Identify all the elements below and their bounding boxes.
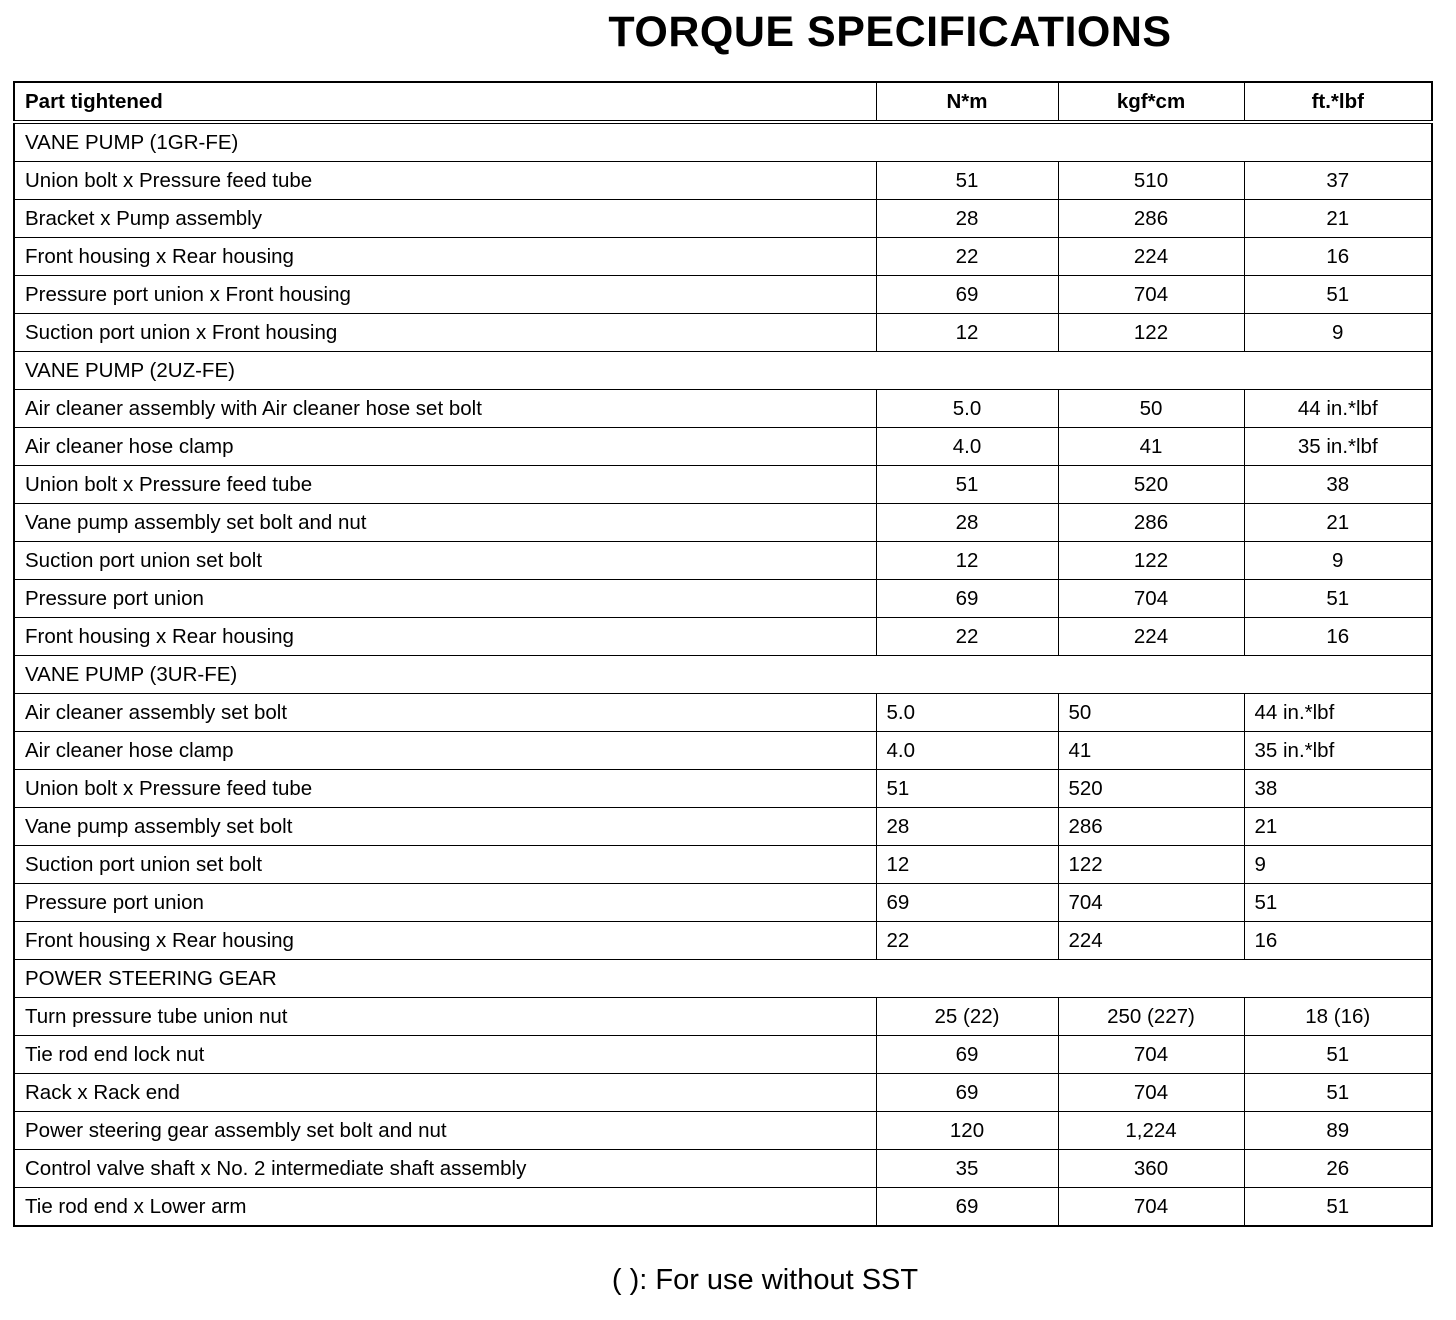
table-row xyxy=(14,998,1432,1036)
cell-kgf: 520 xyxy=(1058,770,1244,808)
table-row xyxy=(14,846,1432,884)
cell-kgf: 286 xyxy=(1058,504,1244,542)
section-row xyxy=(14,656,1432,694)
cell-ft: 16 xyxy=(1244,922,1432,960)
cell-part: Pressure port union xyxy=(14,580,876,618)
cell-part: Vane pump assembly set bolt and nut xyxy=(14,504,876,542)
section-title: VANE PUMP (3UR-FE) xyxy=(14,656,1432,694)
cell-ft: 51 xyxy=(1244,580,1432,618)
torque-spec-table xyxy=(13,81,1433,1227)
cell-nm: 25 (22) xyxy=(876,998,1058,1036)
cell-nm: 22 xyxy=(876,922,1058,960)
cell-kgf: 286 xyxy=(1058,808,1244,846)
cell-nm: 51 xyxy=(876,466,1058,504)
cell-ft: 9 xyxy=(1244,542,1432,580)
table-row xyxy=(14,732,1432,770)
cell-part: Air cleaner hose clamp xyxy=(14,428,876,466)
cell-ft: 37 xyxy=(1244,162,1432,200)
cell-ft: 89 xyxy=(1244,1112,1432,1150)
cell-kgf: 50 xyxy=(1058,694,1244,732)
cell-part: Air cleaner assembly set bolt xyxy=(14,694,876,732)
cell-part: Tie rod end lock nut xyxy=(14,1036,876,1074)
cell-nm: 28 xyxy=(876,504,1058,542)
table-row xyxy=(14,694,1432,732)
cell-nm: 35 xyxy=(876,1150,1058,1188)
cell-kgf: 704 xyxy=(1058,1074,1244,1112)
cell-kgf: 41 xyxy=(1058,732,1244,770)
cell-kgf: 122 xyxy=(1058,846,1244,884)
cell-part: Air cleaner assembly with Air cleaner hose set bolt xyxy=(14,390,876,428)
cell-kgf: 50 xyxy=(1058,390,1244,428)
column-header-part: Part tightened xyxy=(14,82,876,122)
cell-kgf: 704 xyxy=(1058,1036,1244,1074)
cell-kgf: 250 (227) xyxy=(1058,998,1244,1036)
cell-kgf: 704 xyxy=(1058,276,1244,314)
table-row xyxy=(14,390,1432,428)
cell-ft: 21 xyxy=(1244,808,1432,846)
cell-kgf: 224 xyxy=(1058,618,1244,656)
cell-nm: 120 xyxy=(876,1112,1058,1150)
table-header-row xyxy=(14,82,1432,122)
cell-part: Pressure port union x Front housing xyxy=(14,276,876,314)
cell-ft: 51 xyxy=(1244,1036,1432,1074)
cell-ft: 51 xyxy=(1244,1188,1432,1227)
cell-ft: 51 xyxy=(1244,884,1432,922)
section-row xyxy=(14,122,1432,162)
column-header-kgf: kgf*cm xyxy=(1058,82,1244,122)
cell-nm: 28 xyxy=(876,808,1058,846)
table-body xyxy=(14,122,1432,1226)
cell-part: Turn pressure tube union nut xyxy=(14,998,876,1036)
cell-nm: 5.0 xyxy=(876,390,1058,428)
footnote: ( ): For use without SST xyxy=(611,1264,919,1296)
cell-kgf: 224 xyxy=(1058,238,1244,276)
table-row xyxy=(14,1150,1432,1188)
cell-kgf: 122 xyxy=(1058,314,1244,352)
cell-ft: 18 (16) xyxy=(1244,998,1432,1036)
cell-ft: 44 in.*lbf xyxy=(1244,694,1432,732)
table-row xyxy=(14,1188,1432,1227)
table-row xyxy=(14,1112,1432,1150)
cell-nm: 69 xyxy=(876,1188,1058,1227)
cell-part: Pressure port union xyxy=(14,884,876,922)
cell-nm: 22 xyxy=(876,238,1058,276)
table-row xyxy=(14,314,1432,352)
table-row xyxy=(14,1036,1432,1074)
cell-part: Air cleaner hose clamp xyxy=(14,732,876,770)
cell-nm: 28 xyxy=(876,200,1058,238)
column-header-ft: ft.*lbf xyxy=(1244,82,1432,122)
table-row xyxy=(14,922,1432,960)
table-row xyxy=(14,1074,1432,1112)
table-row xyxy=(14,542,1432,580)
cell-ft: 9 xyxy=(1244,846,1432,884)
table-row xyxy=(14,770,1432,808)
table-row xyxy=(14,162,1432,200)
cell-nm: 69 xyxy=(876,1074,1058,1112)
cell-ft: 9 xyxy=(1244,314,1432,352)
cell-ft: 44 in.*lbf xyxy=(1244,390,1432,428)
cell-ft: 35 in.*lbf xyxy=(1244,428,1432,466)
cell-part: Vane pump assembly set bolt xyxy=(14,808,876,846)
cell-part: Union bolt x Pressure feed tube xyxy=(14,162,876,200)
cell-kgf: 41 xyxy=(1058,428,1244,466)
section-title: VANE PUMP (2UZ-FE) xyxy=(14,352,1432,390)
cell-nm: 69 xyxy=(876,276,1058,314)
cell-ft: 21 xyxy=(1244,504,1432,542)
table-row xyxy=(14,618,1432,656)
section-row xyxy=(14,352,1432,390)
section-title: VANE PUMP (1GR-FE) xyxy=(14,122,1432,162)
cell-ft: 51 xyxy=(1244,1074,1432,1112)
cell-kgf: 360 xyxy=(1058,1150,1244,1188)
table-row xyxy=(14,466,1432,504)
cell-part: Power steering gear assembly set bolt and nut xyxy=(14,1112,876,1150)
cell-nm: 5.0 xyxy=(876,694,1058,732)
cell-kgf: 520 xyxy=(1058,466,1244,504)
cell-part: Front housing x Rear housing xyxy=(14,922,876,960)
cell-part: Rack x Rack end xyxy=(14,1074,876,1112)
cell-kgf: 704 xyxy=(1058,884,1244,922)
cell-part: Union bolt x Pressure feed tube xyxy=(14,770,876,808)
cell-nm: 69 xyxy=(876,1036,1058,1074)
cell-nm: 12 xyxy=(876,542,1058,580)
cell-nm: 51 xyxy=(876,770,1058,808)
cell-nm: 69 xyxy=(876,580,1058,618)
cell-kgf: 510 xyxy=(1058,162,1244,200)
cell-ft: 35 in.*lbf xyxy=(1244,732,1432,770)
table-row xyxy=(14,504,1432,542)
cell-part: Control valve shaft x No. 2 intermediate shaft assembly xyxy=(14,1150,876,1188)
cell-kgf: 286 xyxy=(1058,200,1244,238)
cell-ft: 51 xyxy=(1244,276,1432,314)
cell-ft: 38 xyxy=(1244,466,1432,504)
cell-part: Front housing x Rear housing xyxy=(14,618,876,656)
cell-nm: 12 xyxy=(876,314,1058,352)
cell-nm: 4.0 xyxy=(876,732,1058,770)
cell-part: Tie rod end x Lower arm xyxy=(14,1188,876,1227)
cell-part: Suction port union set bolt xyxy=(14,542,876,580)
cell-kgf: 1,224 xyxy=(1058,1112,1244,1150)
cell-part: Bracket x Pump assembly xyxy=(14,200,876,238)
cell-ft: 16 xyxy=(1244,238,1432,276)
section-row xyxy=(14,960,1432,998)
cell-nm: 51 xyxy=(876,162,1058,200)
table-row xyxy=(14,238,1432,276)
table-row xyxy=(14,580,1432,618)
cell-nm: 69 xyxy=(876,884,1058,922)
cell-kgf: 122 xyxy=(1058,542,1244,580)
cell-ft: 21 xyxy=(1244,200,1432,238)
cell-kgf: 224 xyxy=(1058,922,1244,960)
table-row xyxy=(14,428,1432,466)
cell-nm: 4.0 xyxy=(876,428,1058,466)
cell-nm: 22 xyxy=(876,618,1058,656)
cell-kgf: 704 xyxy=(1058,1188,1244,1227)
table-row xyxy=(14,200,1432,238)
cell-part: Union bolt x Pressure feed tube xyxy=(14,466,876,504)
cell-part: Suction port union set bolt xyxy=(14,846,876,884)
cell-ft: 16 xyxy=(1244,618,1432,656)
cell-kgf: 704 xyxy=(1058,580,1244,618)
cell-ft: 38 xyxy=(1244,770,1432,808)
section-title: POWER STEERING GEAR xyxy=(14,960,1432,998)
cell-part: Suction port union x Front housing xyxy=(14,314,876,352)
cell-ft: 26 xyxy=(1244,1150,1432,1188)
column-header-nm: N*m xyxy=(876,82,1058,122)
cell-part: Front housing x Rear housing xyxy=(14,238,876,276)
table-row xyxy=(14,276,1432,314)
table-row xyxy=(14,884,1432,922)
page-title: TORQUE SPECIFICATIONS xyxy=(608,8,1172,56)
cell-nm: 12 xyxy=(876,846,1058,884)
table-row xyxy=(14,808,1432,846)
